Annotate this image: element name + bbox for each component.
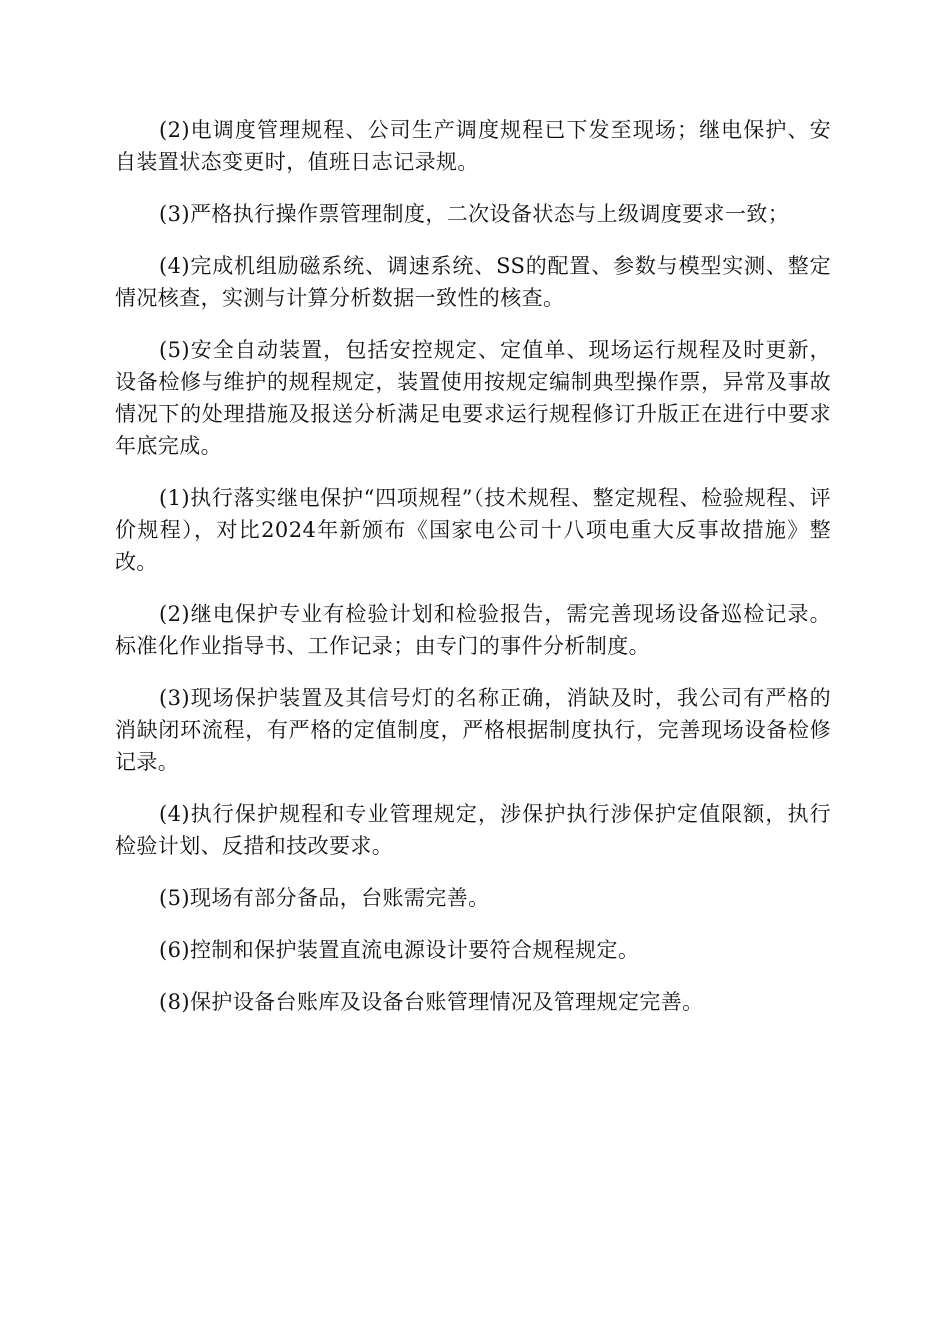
paragraph: (2)电调度管理规程、公司生产调度规程已下发至现场；继电保护、安自装置状态变更时，值班日志记录规。 xyxy=(115,118,831,174)
paragraph: (5)安全自动装置，包括安控规定、定值单、现场运行规程及时更新，设备检修与维护的规程规定，装置使用按规定编制典型操作票，异常及事故情况下的处理措施及报送分析满足电要求运行规程修订升版正在进行中要求年底完成。 xyxy=(115,338,831,458)
paragraph: (8)保护设备台账库及设备台账管理情况及管理规定完善。 xyxy=(159,990,704,1014)
paragraph: (4)执行保护规程和专业管理规定，涉保护执行涉保护定值限额，执行检验计划、反措和技改要求。 xyxy=(115,802,831,858)
document-body xyxy=(115,114,831,1038)
paragraph: (5)现场有部分备品，台账需完善。 xyxy=(159,886,490,910)
paragraph: (2)继电保护专业有检验计划和检验报告，需完善现场设备巡检记录。标准化作业指导书、工作记录；由专门的事件分析制度。 xyxy=(115,602,831,658)
paragraph: (6)控制和保护装置直流电源设计要符合规程规定。 xyxy=(159,938,640,962)
paragraph: (4)完成机组励磁系统、调速系统、SS的配置、参数与模型实测、整定情况核查，实测与计算分析数据一致性的核查。 xyxy=(115,254,831,310)
paragraph: (3)现场保护装置及其信号灯的名称正确，消缺及时，我公司有严格的消缺闭环流程，有严格的定值制度，严格根据制度执行，完善现场设备检修记录。 xyxy=(115,686,831,774)
paragraph: (1)执行落实继电保护“四项规程”（技术规程、整定规程、检验规程、评价规程），对比2024年新颁布《国家电公司十八项电重大反事故措施》整改。 xyxy=(115,486,831,574)
paragraph: (3)严格执行操作票管理制度，二次设备状态与上级调度要求一致； xyxy=(159,202,790,226)
